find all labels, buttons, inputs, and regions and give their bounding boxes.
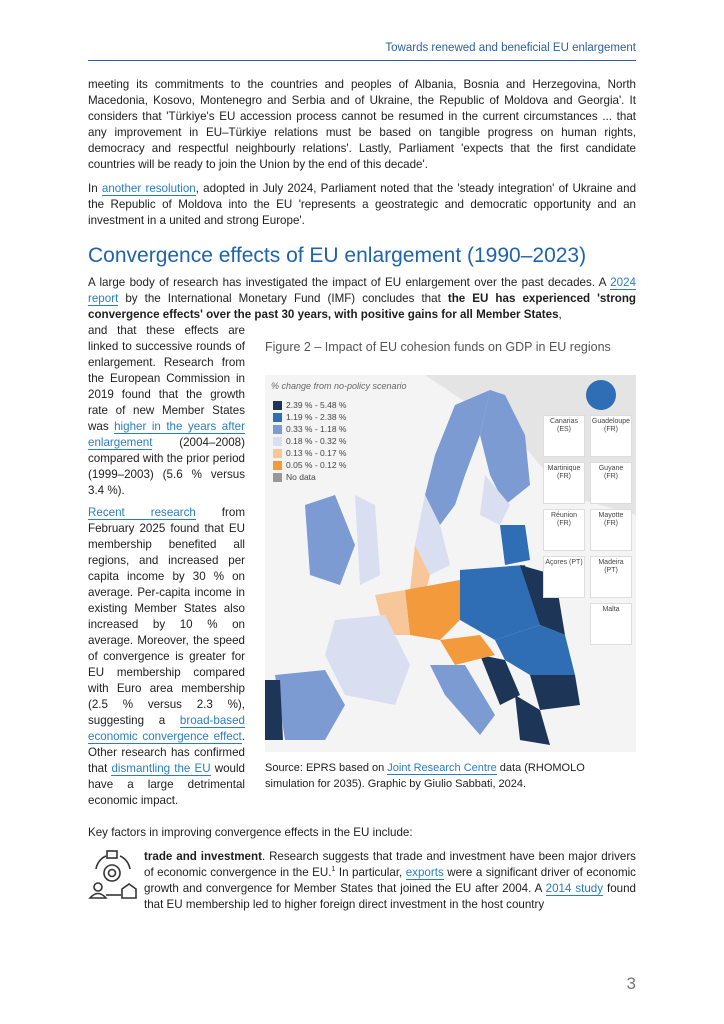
- map-inset: [543, 556, 585, 598]
- inset-label: Guadeloupe (FR): [591, 418, 631, 433]
- higher-growth-link[interactable]: higher in the years after enlargement: [88, 420, 245, 449]
- text: In: [88, 182, 102, 195]
- map-inset: [590, 603, 632, 645]
- text: , adopted in July 2024, Parliament noted that the 'steady integration' of Ukraine and the Republic of Moldova into the EU 'represents a geostrategic and democratic opportunity and an investment in a united and strong Europe'.: [88, 182, 637, 227]
- legend-item: [273, 447, 346, 459]
- paragraph: [88, 181, 636, 229]
- legend-label: 1.19 % - 2.38 %: [286, 412, 347, 422]
- map-inset: [590, 415, 632, 457]
- legend-swatch: [273, 449, 282, 458]
- page: [88, 0, 636, 1024]
- inset-label: Malta: [602, 606, 620, 613]
- legend-label: 0.13 % - 0.17 %: [286, 448, 347, 458]
- text: from February 2025 found that EU membership benefited all regions, and increased per capita income by 30 % on average. Per-capita income in existing Member States also increased by 10 % on average. Moreover, the speed of convergence is greater for EU membership compared with Euro area membership (2.5 % versus 2.3 %), suggesting a: [88, 506, 245, 727]
- legend-label: 0.05 % - 0.12 %: [286, 460, 347, 470]
- figure-source: [265, 760, 636, 792]
- section-heading: Convergence effects of EU enlargement (1990–2023): [88, 244, 587, 267]
- text: and that these effects are linked to successive rounds of enlargement. Research from the European Commission in 2019 found that the growth rate of new Member States was: [88, 324, 245, 433]
- map-inset: [543, 462, 585, 504]
- dismantling-eu-link[interactable]: dismantling the EU: [111, 762, 211, 775]
- another-resolution-link[interactable]: another resolution: [101, 182, 196, 195]
- map-inset: [590, 509, 632, 551]
- legend-item: [273, 399, 346, 411]
- legend-swatch: [273, 413, 282, 422]
- region-baltics: [500, 525, 530, 565]
- map-legend: [273, 399, 346, 483]
- text: found that EU membership led to higher foreign direct investment in the host country: [144, 882, 636, 911]
- legend-swatch: [273, 437, 282, 446]
- key-factor-block: [88, 849, 636, 921]
- figure-title: Figure 2 – Impact of EU cohesion funds on GDP in EU regions: [265, 340, 611, 354]
- inset-label: Guyane (FR): [598, 465, 624, 480]
- page-number: 3: [626, 974, 636, 993]
- legend-item: [273, 471, 346, 483]
- legend-label: No data: [286, 472, 316, 482]
- key-factors-intro: Key factors in improving convergence effects in the EU include:: [88, 826, 413, 839]
- legend-swatch: [273, 401, 282, 410]
- recent-research-link[interactable]: Recent research: [88, 506, 196, 519]
- inset-label: Canarias (ES): [549, 418, 578, 433]
- text: A large body of research has investigated the impact of EU enlargement over the past decades. A: [88, 276, 611, 289]
- figure: [265, 339, 636, 792]
- eu-cohesion-map: [265, 375, 636, 752]
- text: ,: [558, 308, 562, 321]
- eu-emblem-icon: [586, 380, 616, 410]
- legend-item: [273, 423, 346, 435]
- text: Source: EPRS based on: [265, 762, 388, 774]
- text: by the International Monetary Fund (IMF) concludes that: [118, 292, 448, 305]
- bold-text: the EU has experienced 'strong convergence effects' over the past 30 years, with positive gains for all Member States: [88, 292, 636, 321]
- two-column-section: [88, 323, 636, 815]
- text: . Research suggests that trade and investment have been major drivers of economic convergence in the EU.: [144, 850, 636, 879]
- jrc-link[interactable]: Joint Research Centre: [387, 762, 497, 774]
- legend-item: [273, 435, 346, 447]
- inset-label: Réunion (FR): [550, 512, 578, 527]
- text: data (RHOMOLO simulation for 2035). Graphic by Giulio Sabbati, 2024.: [265, 762, 585, 790]
- paragraph: [88, 275, 636, 323]
- inset-label: Martinique (FR): [547, 465, 581, 480]
- region-portugal: [265, 680, 283, 740]
- inset-label: Madeira (PT): [598, 559, 624, 574]
- legend-label: 0.33 % - 1.18 %: [286, 424, 347, 434]
- exports-link[interactable]: exports: [405, 866, 444, 879]
- text: . Other research has confirmed that: [88, 730, 245, 775]
- text: would have a large detrimental economic impact.: [88, 762, 246, 807]
- inset-label: Açores (PT): [545, 559, 583, 566]
- legend-swatch: [273, 425, 282, 434]
- 2014-study-link[interactable]: 2014 study: [545, 882, 604, 895]
- running-header: Towards renewed and beneficial EU enlargement: [88, 42, 636, 61]
- key-factor-trade: [88, 849, 636, 913]
- broad-based-convergence-link[interactable]: broad-based economic convergence effect: [88, 714, 245, 743]
- legend-swatch: [273, 473, 282, 482]
- legend-item: [273, 411, 346, 423]
- legend-swatch: [273, 461, 282, 470]
- map-inset: [543, 415, 585, 457]
- map-inset: [543, 509, 585, 551]
- legend-item: [273, 459, 346, 471]
- footnote-ref[interactable]: 1: [331, 866, 336, 874]
- left-column: [88, 323, 245, 815]
- legend-label: 2.39 % - 5.48 %: [286, 400, 347, 410]
- map-inset: [590, 556, 632, 598]
- map-inset: [590, 462, 632, 504]
- text: (2004–2008) compared with the prior period (1999–2003) (5.6 % versus 3.4 %).: [88, 436, 245, 497]
- text: were a significant driver of economic growth and convergence for Member States that joined the EU after 2004. A: [144, 866, 636, 895]
- legend-label: 0.18 % - 0.32 %: [286, 436, 347, 446]
- paragraph: meeting its commitments to the countries and peoples of Albania, Bosnia and Herzegovina, North Macedonia, Kosovo, Montenegro and Serbia and of Ukraine, the Republic of Moldova and Georgia'. It considers that 'Türkiye's EU accession process cannot be resumed in the current circumstances ... that any improvement in EU–Türkiye relations must be based on tangible progress on human rights, democracy and respectful neighbourly relations'. Lastly, Parliament 'expects that the first candidate countries will be ready to join the Union by the end of this decade'.: [88, 78, 636, 171]
- inset-label: Mayotte (FR): [598, 512, 624, 527]
- 2024-report-link[interactable]: 2024 report: [88, 276, 636, 305]
- map-insets: [543, 415, 633, 650]
- trade-investment-icon: [88, 849, 138, 899]
- legend-title: % change from no-policy scenario: [271, 381, 407, 391]
- text: In particular,: [335, 866, 406, 879]
- bold-text: trade and investment: [144, 850, 262, 863]
